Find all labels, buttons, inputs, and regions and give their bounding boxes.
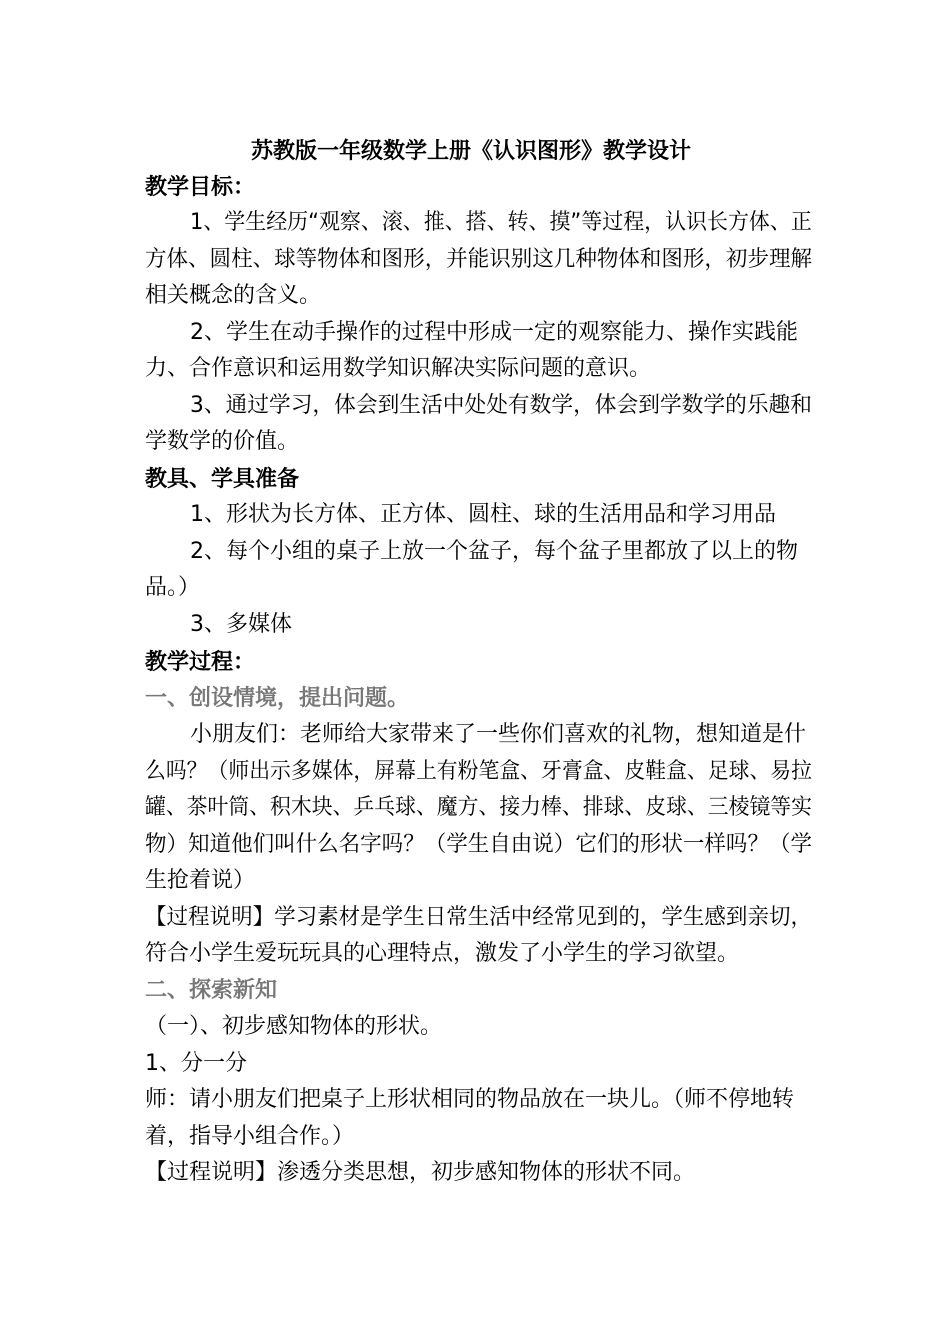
section2-line: 师：请小朋友们把桌子上形状相同的物品放在一块儿。（师不停地转: [145, 1087, 795, 1112]
material-line: 品。）: [145, 575, 201, 600]
document-title: 苏教版一年级数学上册《认识图形》教学设计: [251, 139, 692, 164]
materials-heading: 教具、学具准备: [145, 467, 300, 492]
section1-line: 罐、茶叶筒、积木块、乒乓球、魔方、接力棒、排球、皮球、三棱镜等实: [145, 795, 812, 820]
section1-line: 生抢着说）: [145, 868, 256, 893]
objective-line: 3、通过学习，体会到生活中处处有数学，体会到学数学的乐趣和: [190, 393, 812, 418]
section1-line: 物）知道他们叫什么名字吗？（学生自由说）它们的形状一样吗？（学: [145, 832, 813, 857]
material-line: 2、每个小组的桌子上放一个盆子，每个盆子里都放了以上的物: [190, 539, 798, 564]
section2-line: 1、分一分: [145, 1051, 247, 1076]
objective-line: 1、学生经历“观察、滚、推、搭、转、摸”等过程，认识长方体、正: [190, 210, 812, 235]
section2-line: （一）、初步感知物体的形状。: [145, 1014, 443, 1039]
section1-line: 小朋友们：老师给大家带来了一些你们喜欢的礼物，想知道是什: [190, 722, 807, 747]
objective-line: 力、合作意识和运用数学知识解决实际问题的意识。: [145, 356, 652, 381]
material-line: 1、形状为长方体、正方体、圆柱、球的生活用品和学习用品: [190, 502, 776, 527]
objective-line: 方体、圆柱、球等物体和图形，并能识别这几种物体和图形，初步理解: [145, 247, 813, 272]
objective-line: 学数学的价值。: [145, 429, 300, 454]
objectives-heading: 教学目标：: [145, 175, 256, 200]
section1-heading: 一、创设情境，提出问题。: [145, 686, 410, 711]
process-heading: 教学过程：: [145, 650, 256, 675]
material-line: 3、多媒体: [190, 612, 292, 637]
process-note: 【过程说明】渗透分类思想，初步感知物体的形状不同。: [145, 1160, 696, 1185]
objective-line: 相关概念的含义。: [145, 283, 322, 308]
section2-line: 着，指导小组合作。）: [145, 1124, 355, 1149]
section1-line: 么吗？（师出示多媒体，屏幕上有粉笔盒、牙膏盒、皮鞋盒、足球、易拉: [145, 759, 812, 784]
process-note: 【过程说明】学习素材是学生日常生活中经常见到的，学生感到亲切，: [145, 905, 813, 930]
process-note: 符合小学生爱玩玩具的心理特点，激发了小学生的学习欲望。: [145, 941, 740, 966]
section2-heading: 二、探索新知: [145, 978, 278, 1003]
objective-line: 2、学生在动手操作的过程中形成一定的观察能力、操作实践能: [190, 320, 798, 345]
